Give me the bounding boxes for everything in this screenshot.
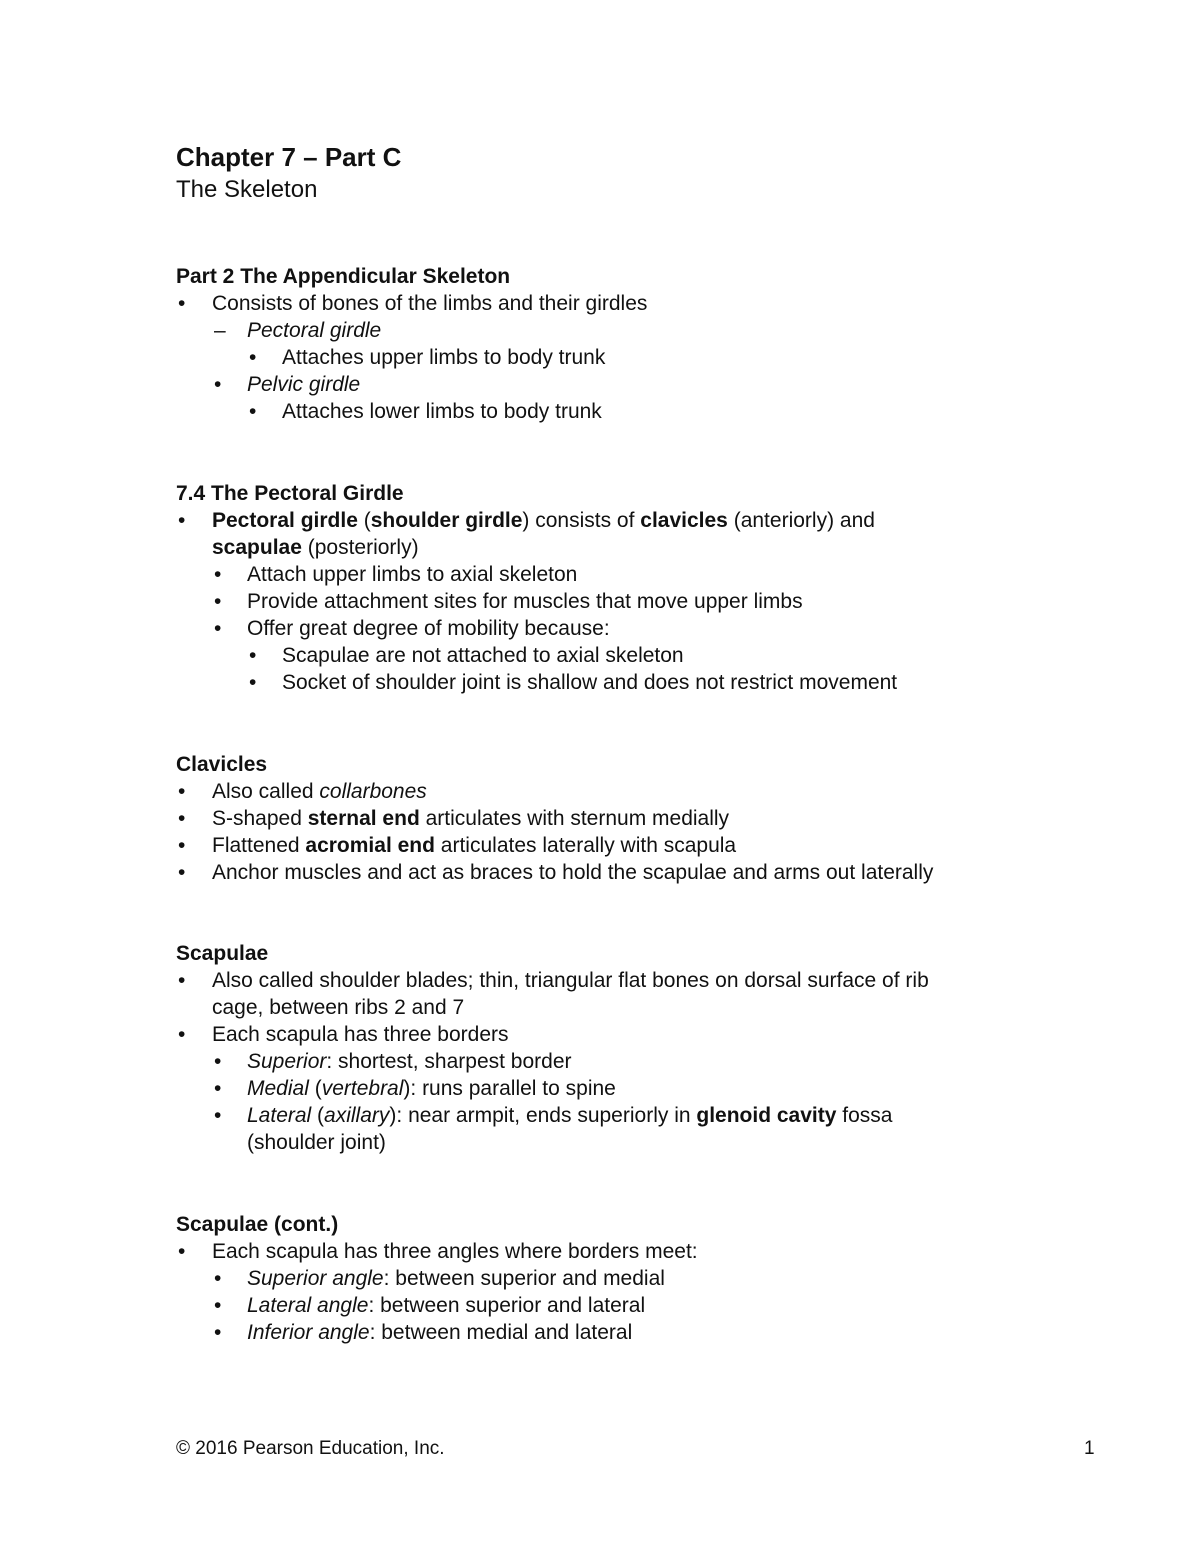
section-heading: Clavicles <box>176 753 268 776</box>
section-heading: Scapulae (cont.) <box>176 1213 339 1236</box>
dash-marker: – <box>214 319 226 342</box>
bullet-marker: • <box>178 292 186 315</box>
copyright-footer: © 2016 Pearson Education, Inc. <box>176 1438 445 1459</box>
list-item: • Lateral (axillary): near armpit, ends superiorly in glenoid cavity fossa <box>214 1104 893 1127</box>
list-item: • Provide attachment sites for muscles that move upper limbs <box>214 590 803 613</box>
section-heading: 7.4 The Pectoral Girdle <box>176 482 404 505</box>
list-item: • Also called collarbones <box>178 780 427 803</box>
list-item: • Pectoral girdle (shoulder girdle) consists of clavicles (anteriorly) and <box>178 509 875 532</box>
list-item: • Attaches lower limbs to body trunk <box>249 400 602 423</box>
list-item: • Offer great degree of mobility because: <box>214 617 610 640</box>
bullet-marker: • <box>178 861 186 884</box>
list-item: • Scapulae are not attached to axial skeleton <box>249 644 684 667</box>
bullet-marker: • <box>214 563 222 586</box>
section-appendicular-skeleton <box>176 263 1076 425</box>
bullet-marker: • <box>178 1240 186 1263</box>
list-item: • Consists of bones of the limbs and their girdles <box>178 292 648 315</box>
section-scapulae <box>176 940 1076 1156</box>
bullet-marker: • <box>178 969 186 992</box>
list-item-continuation: cage, between ribs 2 and 7 <box>212 996 465 1019</box>
bullet-marker: • <box>214 1050 222 1073</box>
list-item: • Attach upper limbs to axial skeleton <box>214 563 578 586</box>
bullet-marker: • <box>178 509 186 532</box>
bullet-marker: • <box>178 834 186 857</box>
section-heading: Part 2 The Appendicular Skeleton <box>176 265 511 288</box>
page-number: 1 <box>1084 1438 1095 1459</box>
bullet-marker: • <box>249 671 257 694</box>
list-item: • Each scapula has three borders <box>178 1023 509 1046</box>
list-item: • Superior angle: between superior and medial <box>214 1267 665 1290</box>
list-item: • Lateral angle: between superior and lateral <box>214 1294 646 1317</box>
section-scapulae-cont <box>176 1211 1076 1346</box>
list-item: • Anchor muscles and act as braces to hold the scapulae and arms out laterally <box>178 861 934 884</box>
list-item: • Attaches upper limbs to body trunk <box>249 346 606 369</box>
bullet-marker: • <box>249 346 257 369</box>
list-item: • Medial (vertebral): runs parallel to spine <box>214 1077 616 1100</box>
list-item: • Socket of shoulder joint is shallow and does not restrict movement <box>249 671 898 694</box>
bullet-marker: • <box>178 807 186 830</box>
section-heading: Scapulae <box>176 942 269 965</box>
bullet-marker: • <box>214 1321 222 1344</box>
chapter-title: Chapter 7 – Part C <box>176 142 402 172</box>
list-item: • Also called shoulder blades; thin, triangular flat bones on dorsal surface of rib <box>178 969 929 992</box>
section-clavicles <box>176 751 1076 886</box>
list-item: • Pelvic girdle <box>214 373 361 396</box>
bullet-marker: • <box>214 617 222 640</box>
bullet-marker: • <box>214 373 222 396</box>
list-item: • Each scapula has three angles where borders meet: <box>178 1240 698 1263</box>
chapter-subtitle: The Skeleton <box>176 176 318 203</box>
bullet-marker: • <box>214 1077 222 1100</box>
list-item: • S-shaped sternal end articulates with sternum medially <box>178 807 730 830</box>
list-item-continuation: scapulae (posteriorly) <box>212 536 419 559</box>
list-item-continuation: (shoulder joint) <box>247 1131 386 1154</box>
bullet-marker: • <box>214 590 222 613</box>
bullet-marker: • <box>214 1267 222 1290</box>
list-item: • Flattened acromial end articulates laterally with scapula <box>178 834 737 857</box>
list-item: • Inferior angle: between medial and lateral <box>214 1321 633 1344</box>
bullet-marker: • <box>214 1294 222 1317</box>
bullet-marker: • <box>214 1104 222 1127</box>
list-item: • Superior: shortest, sharpest border <box>214 1050 572 1073</box>
bullet-marker: • <box>178 780 186 803</box>
list-item: – Pectoral girdle <box>214 319 382 342</box>
section-pectoral-girdle <box>176 480 1076 696</box>
bullet-marker: • <box>249 644 257 667</box>
bullet-marker: • <box>249 400 257 423</box>
bullet-marker: • <box>178 1023 186 1046</box>
